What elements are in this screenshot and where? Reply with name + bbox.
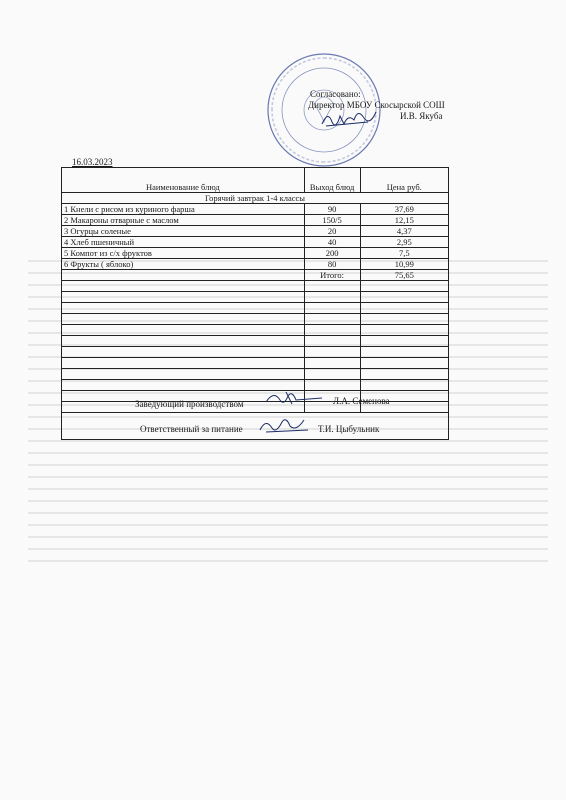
menu-table [61,167,449,440]
table-row [62,248,449,259]
dish-name: 2 Макароны отварные с маслом [62,215,305,226]
empty-row [62,336,449,347]
total-row [62,270,449,281]
header-yield: Выход блюд [304,168,360,193]
empty-row [62,325,449,336]
nutrition-responsible-role: Ответственный за питание [140,424,243,434]
nutrition-responsible-signature-icon [256,412,312,436]
empty-row [62,413,449,440]
total-label: Итого: [304,270,360,281]
total-value: 75,65 [360,270,448,281]
header-dish: Наименование блюд [62,168,305,193]
empty-cell [62,270,305,281]
director-signature-icon [318,104,380,132]
dish-yield: 150/5 [304,215,360,226]
dish-price: 4,37 [360,226,448,237]
empty-row [62,281,449,292]
table-row [62,204,449,215]
dish-yield: 40 [304,237,360,248]
production-manager-role: Заведующий производством [135,399,244,409]
table-row [62,226,449,237]
empty-row [62,402,449,413]
section-row [62,193,449,204]
dish-name: 1 Кнели с рисом из куриного фарша [62,204,305,215]
dish-yield: 20 [304,226,360,237]
dish-yield: 80 [304,259,360,270]
approval-name: И.В. Якуба [400,111,443,121]
empty-row [62,347,449,358]
empty-row [62,358,449,369]
table-row [62,237,449,248]
empty-row [62,314,449,325]
dish-name: 4 Хлеб пшеничный [62,237,305,248]
empty-row [62,391,449,402]
dish-yield: 200 [304,248,360,259]
document-date: 16.03.2023 [72,157,113,167]
production-manager-name: Л.А. Семенова [333,396,390,406]
approval-position: Директор МБОУ Скосырской СОШ [308,100,445,110]
dish-name: 6 Фрукты ( яблоко) [62,259,305,270]
dish-yield: 90 [304,204,360,215]
empty-row [62,292,449,303]
dish-price: 2,95 [360,237,448,248]
table-row [62,215,449,226]
empty-row [62,380,449,391]
dish-price: 10,99 [360,259,448,270]
dish-name: 5 Компот из с/х фруктов [62,248,305,259]
table-header-row [62,168,449,193]
dish-price: 12,15 [360,215,448,226]
table-row [62,259,449,270]
empty-row [62,369,449,380]
dish-price: 37,69 [360,204,448,215]
header-price: Цена руб. [360,168,448,193]
approval-label: Согласовано: [310,89,361,99]
dish-name: 3 Огурцы соленые [62,226,305,237]
production-manager-signature-icon [262,388,328,408]
dish-price: 7,5 [360,248,448,259]
nutrition-responsible-name: Т.И. Цыбульник [318,424,380,434]
empty-row [62,303,449,314]
section-title: Горячий завтрак 1-4 классы [62,193,449,204]
